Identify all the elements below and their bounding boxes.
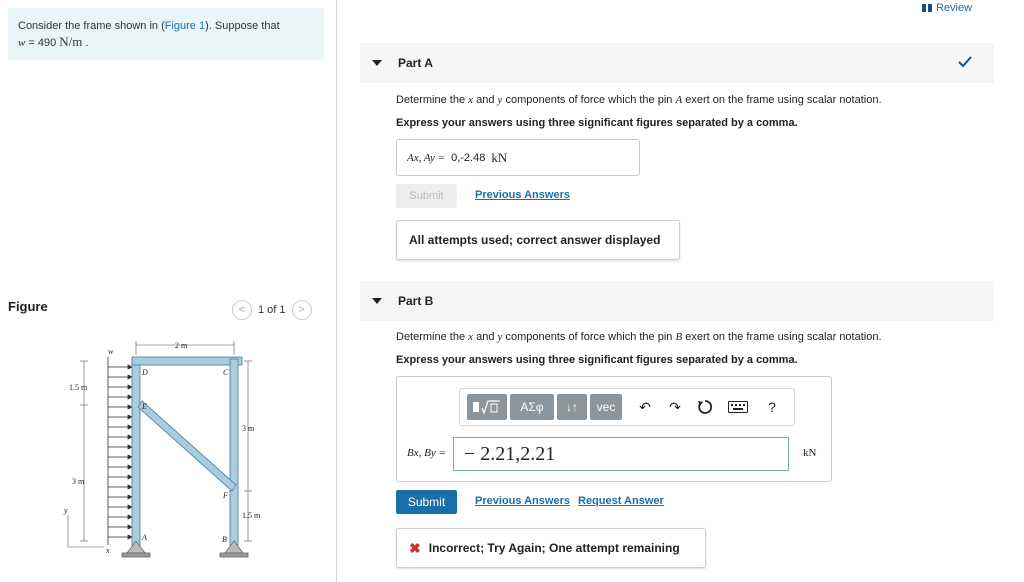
- axis-y-label: y: [64, 506, 68, 515]
- frame-members: [132, 357, 242, 545]
- label-w: w: [108, 347, 114, 356]
- checkmark-icon: [958, 56, 972, 68]
- dim-top-width: 2 m: [175, 341, 188, 350]
- part-a-previous-answers-link[interactable]: Previous Answers: [475, 189, 570, 201]
- dim-right-3: 3 m: [242, 424, 255, 433]
- axis-x-label: x: [106, 546, 110, 555]
- greek-symbols-button[interactable]: ΑΣφ: [510, 394, 554, 420]
- part-a-label: Part A: [398, 56, 433, 70]
- part-b-unit: kN: [803, 447, 817, 459]
- column-divider: [336, 0, 337, 582]
- part-b-express: Express your answers using three significant figures separated by a comma.: [396, 354, 798, 366]
- part-b-header[interactable]: [360, 281, 994, 321]
- dim-left-3: 3 m: [72, 477, 85, 486]
- w-symbol: w: [18, 37, 26, 49]
- templates-button[interactable]: [467, 394, 507, 420]
- frame-diagram: [60, 335, 290, 570]
- undo-icon[interactable]: ↶: [639, 398, 651, 415]
- problem-statement: [8, 8, 324, 60]
- review-label: Review: [936, 2, 973, 14]
- math-toolbar: [459, 388, 795, 426]
- w-unit: N/m: [59, 34, 83, 49]
- w-equals: = 490: [25, 37, 60, 49]
- answer-editor: [396, 376, 832, 482]
- label-d: D: [142, 368, 148, 377]
- next-figure-button[interactable]: >: [292, 300, 312, 320]
- dim-right-1-5: 1.5 m: [242, 511, 261, 520]
- w-period: .: [82, 37, 89, 49]
- vector-button[interactable]: vec: [590, 394, 622, 420]
- part-a-submit-button[interactable]: Submit: [396, 184, 457, 208]
- part-a-header[interactable]: [360, 43, 994, 83]
- part-a-instruction: Determine the x and y components of force which the pin A exert on the frame using scalar notation.: [396, 94, 882, 106]
- part-b-eq-label: Bx, By =: [407, 447, 446, 459]
- part-a-answer-label: Ax, Ay =: [407, 151, 446, 164]
- part-a-answer-box: [396, 139, 640, 176]
- label-b: B: [222, 535, 227, 544]
- part-a-answer-value: 0,-2.48: [451, 151, 486, 164]
- label-a: A: [142, 533, 147, 542]
- incorrect-x-icon: ✖: [409, 539, 421, 556]
- part-b-message: [396, 528, 706, 568]
- help-button[interactable]: ?: [768, 399, 776, 415]
- figure-title: Figure: [8, 299, 48, 314]
- keyboard-icon[interactable]: [726, 397, 750, 417]
- part-b-submit-button[interactable]: Submit: [396, 490, 457, 514]
- review-link[interactable]: [922, 2, 972, 14]
- prev-figure-button[interactable]: <: [232, 300, 252, 320]
- part-a-express: Express your answers using three significant figures separated by a comma.: [396, 117, 798, 129]
- review-icon: [922, 4, 932, 12]
- templates-icon: [472, 399, 502, 415]
- distributed-load-arrows: [108, 357, 132, 545]
- subscript-button[interactable]: ↓↑: [557, 394, 587, 420]
- figure-pager: [232, 300, 312, 320]
- part-b-previous-answers-link[interactable]: Previous Answers: [475, 495, 570, 507]
- label-c: C: [223, 368, 229, 377]
- part-a-unit: kN: [491, 149, 508, 165]
- part-b-instruction: Determine the x and y components of force which the pin B exert on the frame using scalar notation.: [396, 331, 882, 343]
- collapse-triangle-icon: [372, 298, 382, 304]
- part-b-answer-input[interactable]: − 2.21,2.21: [453, 437, 789, 471]
- part-b-label: Part B: [398, 294, 434, 308]
- part-a-message: All attempts used; correct answer displayed: [396, 220, 680, 260]
- figure-page-count: 1 of 1: [258, 304, 286, 316]
- label-e: E: [142, 402, 147, 411]
- request-answer-link[interactable]: Request Answer: [578, 495, 664, 507]
- label-f: F: [223, 491, 228, 500]
- redo-icon[interactable]: ↷: [669, 398, 681, 415]
- part-b-message-text: Incorrect; Try Again; One attempt remaining: [428, 541, 680, 555]
- dim-left-1-5: 1.5 m: [69, 383, 88, 392]
- pin-supports: [122, 541, 248, 557]
- problem-text-before: Consider the frame shown in (: [18, 20, 165, 32]
- problem-text-after: ). Suppose that: [205, 20, 280, 32]
- collapse-triangle-icon: [372, 60, 382, 66]
- figure-link[interactable]: Figure 1: [164, 20, 206, 32]
- reset-icon[interactable]: [695, 397, 715, 417]
